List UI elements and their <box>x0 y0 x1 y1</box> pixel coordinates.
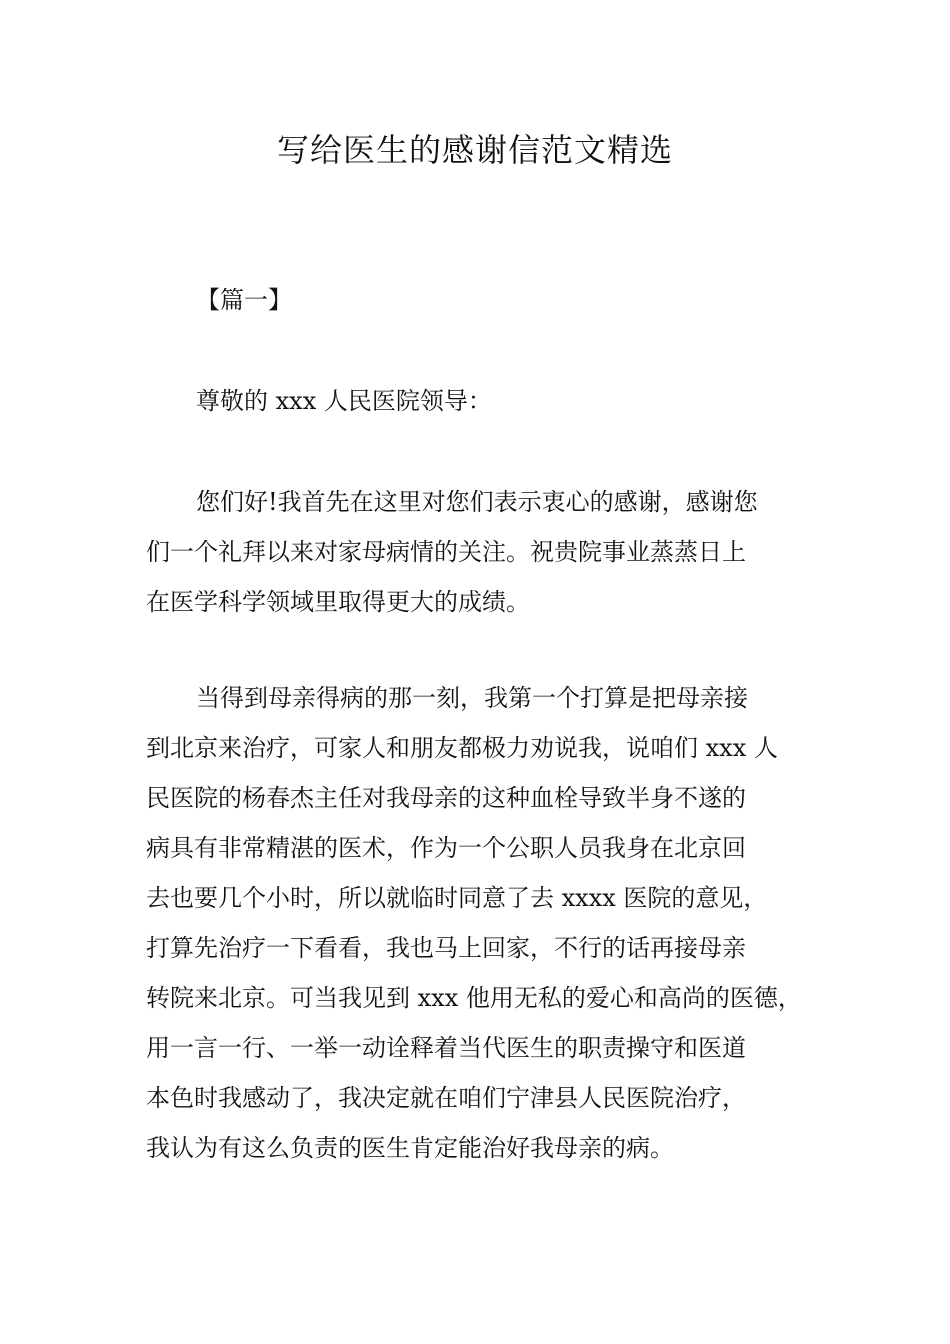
paragraph-line: 在医学科学领域里取得更大的成绩。 <box>146 588 530 616</box>
salutation: 尊敬的 xxx 人民医院领导： <box>196 387 492 415</box>
paragraph-2 <box>146 673 814 1173</box>
paragraph-line: 民医院的杨春杰主任对我母亲的这种血栓导致半身不遂的 <box>146 784 746 812</box>
section-label: 【篇一】 <box>196 286 292 314</box>
paragraph-line: 我认为有这么负责的医生肯定能治好我母亲的病。 <box>146 1134 674 1162</box>
paragraph-line: 转院来北京。可当我见到 xxx 他用无私的爱心和高尚的医德， <box>146 984 802 1012</box>
paragraph-line: 打算先治疗一下看看，我也马上回家，不行的话再接母亲 <box>146 934 746 962</box>
paragraph-line: 到北京来治疗，可家人和朋友都极力劝说我，说咱们 xxx 人 <box>146 734 778 762</box>
paragraph-line: 病具有非常精湛的医术，作为一个公职人员我身在北京回 <box>146 834 746 862</box>
paragraph-line: 们一个礼拜以来对家母病情的关注。祝贵院事业蒸蒸日上 <box>146 538 746 566</box>
paragraph-line: 用一言一行、一举一动诠释着当代医生的职责操守和医道 <box>146 1034 746 1062</box>
paragraph-line: 去也要几个小时，所以就临时同意了去 xxxx 医院的意见， <box>146 884 768 912</box>
document-title: 写给医生的感谢信范文精选 <box>276 131 673 169</box>
paragraph-line: 您们好!我首先在这里对您们表示衷心的感谢，感谢您 <box>196 488 758 516</box>
paragraph-line: 本色时我感动了，我决定就在咱们宁津县人民医院治疗， <box>146 1084 746 1112</box>
paragraph-line: 当得到母亲得病的那一刻，我第一个打算是把母亲接 <box>196 684 748 712</box>
paragraph-1 <box>146 477 814 627</box>
